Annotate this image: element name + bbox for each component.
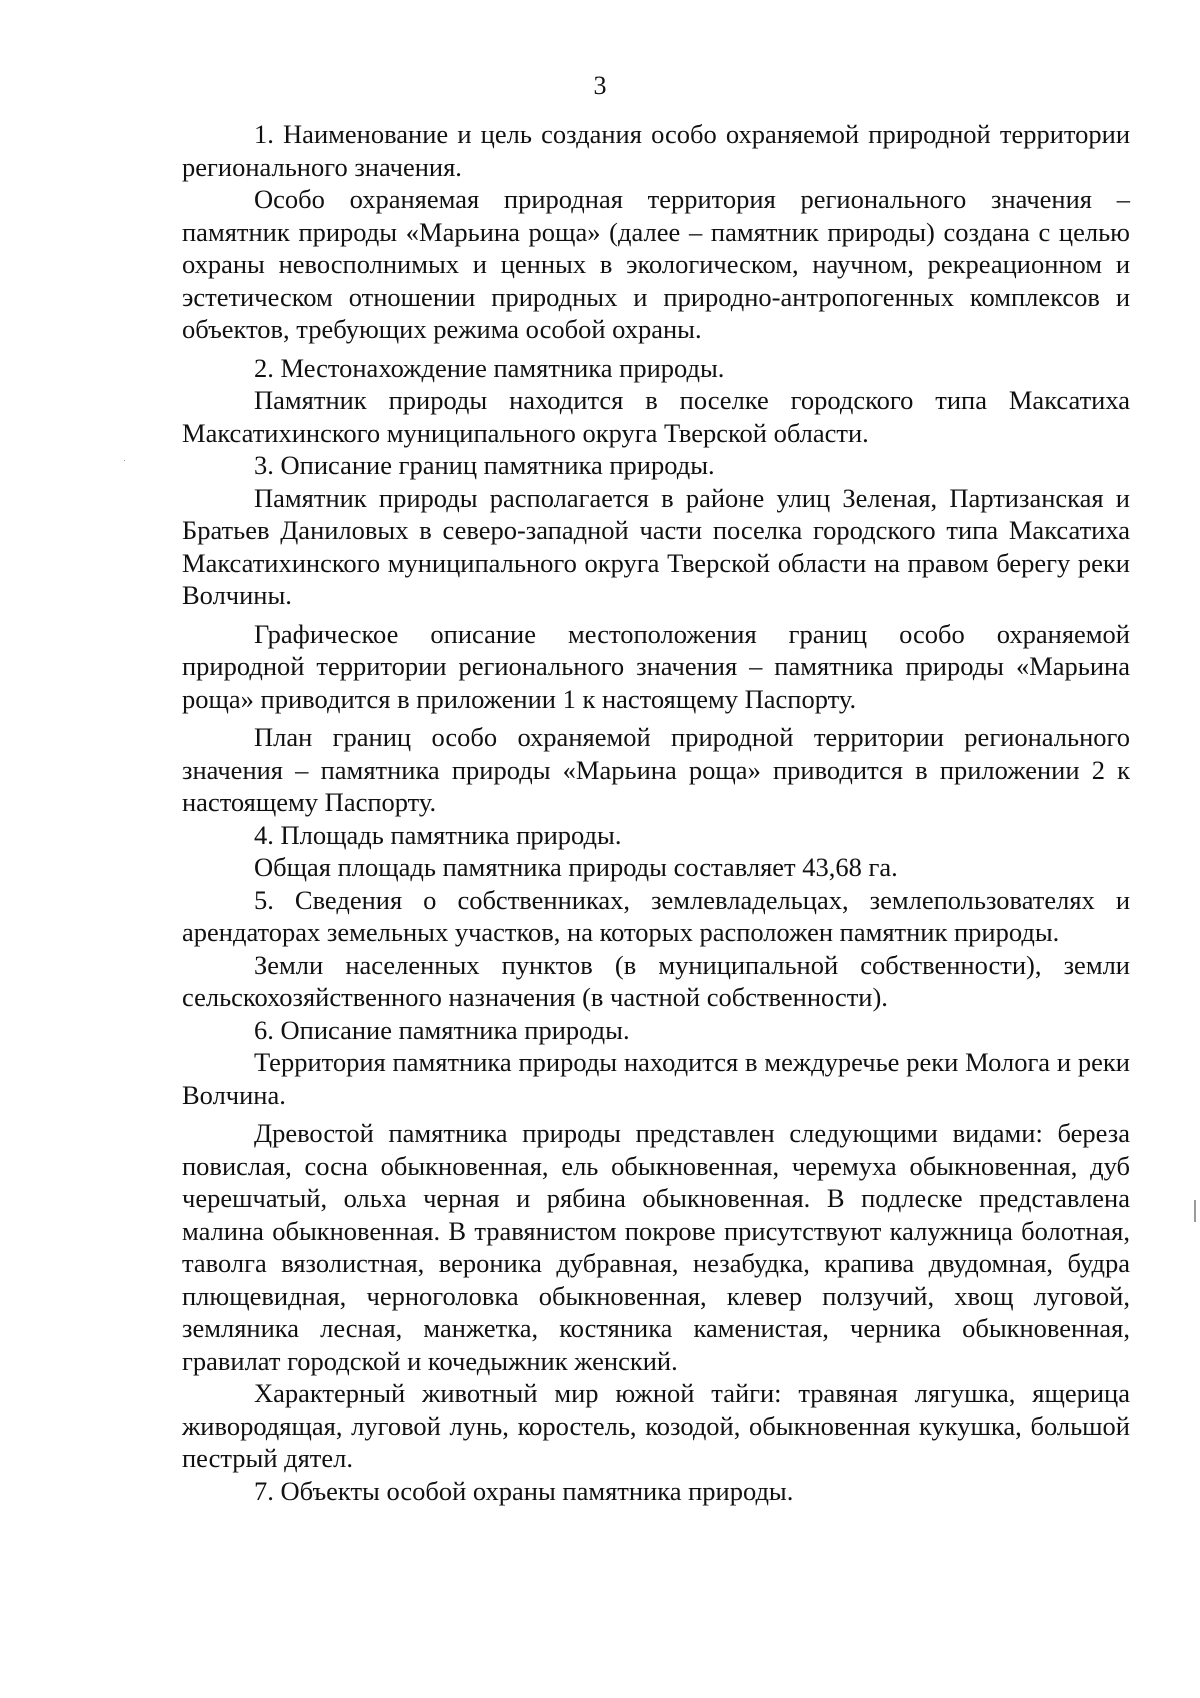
section-3-text-location: Памятник природы располагается в районе улиц Зеленая, Партизанская и Братьев Даниловых в северо-западной части поселка городского типа Максатиха Максатихинского муниципального округа Тверской области на правом берегу реки Волчины. bbox=[182, 482, 1130, 610]
page-number: 3 bbox=[593, 71, 607, 100]
section-5-heading: 5. Сведения о собственниках, землевладельцах, землепользователях и арендаторах земельных участков, на которых расположен памятник природы. bbox=[182, 884, 1130, 947]
section-4-heading: 4. Площадь памятника природы. bbox=[254, 819, 622, 850]
section-3-text-graphic-description: Графическое описание местоположения границ особо охраняемой природной территории регионального значения – памятника природы «Марьина роща» приводится в приложении 1 к настоящему Паспорту. bbox=[182, 618, 1130, 714]
section-1-text: Особо охраняемая природная территория регионального значения – памятник природы «Марьина роща» (далее – памятник природы) создана с целью охраны невосполнимых и ценных в экологическом, научном, рекреационном и эстетическом отношении природных и природно-антропогенных комплексов и объектов, требующих режима особой охраны. bbox=[182, 184, 1130, 344]
section-2-text: Памятник природы находится в поселке городского типа Максатиха Максатихинского муниципального округа Тверской области. bbox=[182, 385, 1130, 448]
section-6-text-fauna: Характерный животный мир южной тайги: травяная лягушка, ящерица живородящая, луговой лунь, коростель, козодой, обыкновенная кукушка, большой пестрый дятел. bbox=[182, 1378, 1130, 1473]
section-1-heading: 1. Наименование и цель создания особо охраняемой природной территории регионального значения. bbox=[182, 119, 1130, 182]
section-5-text: Земли населенных пунктов (в муниципальной собственности), земли сельскохозяйственного назначения (в частной собственности). bbox=[182, 949, 1130, 1012]
section-6-heading: 6. Описание памятника природы. bbox=[254, 1014, 630, 1045]
scan-dust-mark bbox=[124, 460, 125, 461]
section-6-text-flora: Древостой памятника природы представлен следующими видами: береза повислая, сосна обыкновенная, ель обыкновенная, черемуха обыкновенная, дуб черешчатый, ольха черная и рябина обыкновенная. В подлеске представлена малина обыкновенная. В травянистом покрове присутствуют калужница болотная, таволга вязолистная, вероника дубравная, незабудка, крапива двудомная, будра плющевидная, черноголовка обыкновенная, клевер ползучий, хвощ луговой, земляника лесная, манжетка, костяника каменистая, черника обыкновенная, гравилат городской и кочедыжник женский. bbox=[182, 1118, 1130, 1376]
section-3-text-boundary-plan: План границ особо охраняемой природной территории регионального значения – памятника природы «Марьина роща» приводится в приложении 2 к настоящему Паспорту. bbox=[182, 722, 1130, 817]
section-3-heading: 3. Описание границ памятника природы. bbox=[254, 450, 715, 480]
section-2-heading: 2. Местонахождение памятника природы. bbox=[254, 352, 725, 383]
section-4-text: Общая площадь памятника природы составляет 43,68 га. bbox=[254, 852, 898, 882]
section-7-heading: 7. Объекты особой охраны памятника природы. bbox=[254, 1475, 794, 1506]
document-body bbox=[182, 118, 1130, 1507]
scan-edge-mark bbox=[1194, 1200, 1196, 1222]
section-6-text-territory: Территория памятника природы находится в междуречье реки Молога и реки Волчина. bbox=[182, 1047, 1130, 1110]
